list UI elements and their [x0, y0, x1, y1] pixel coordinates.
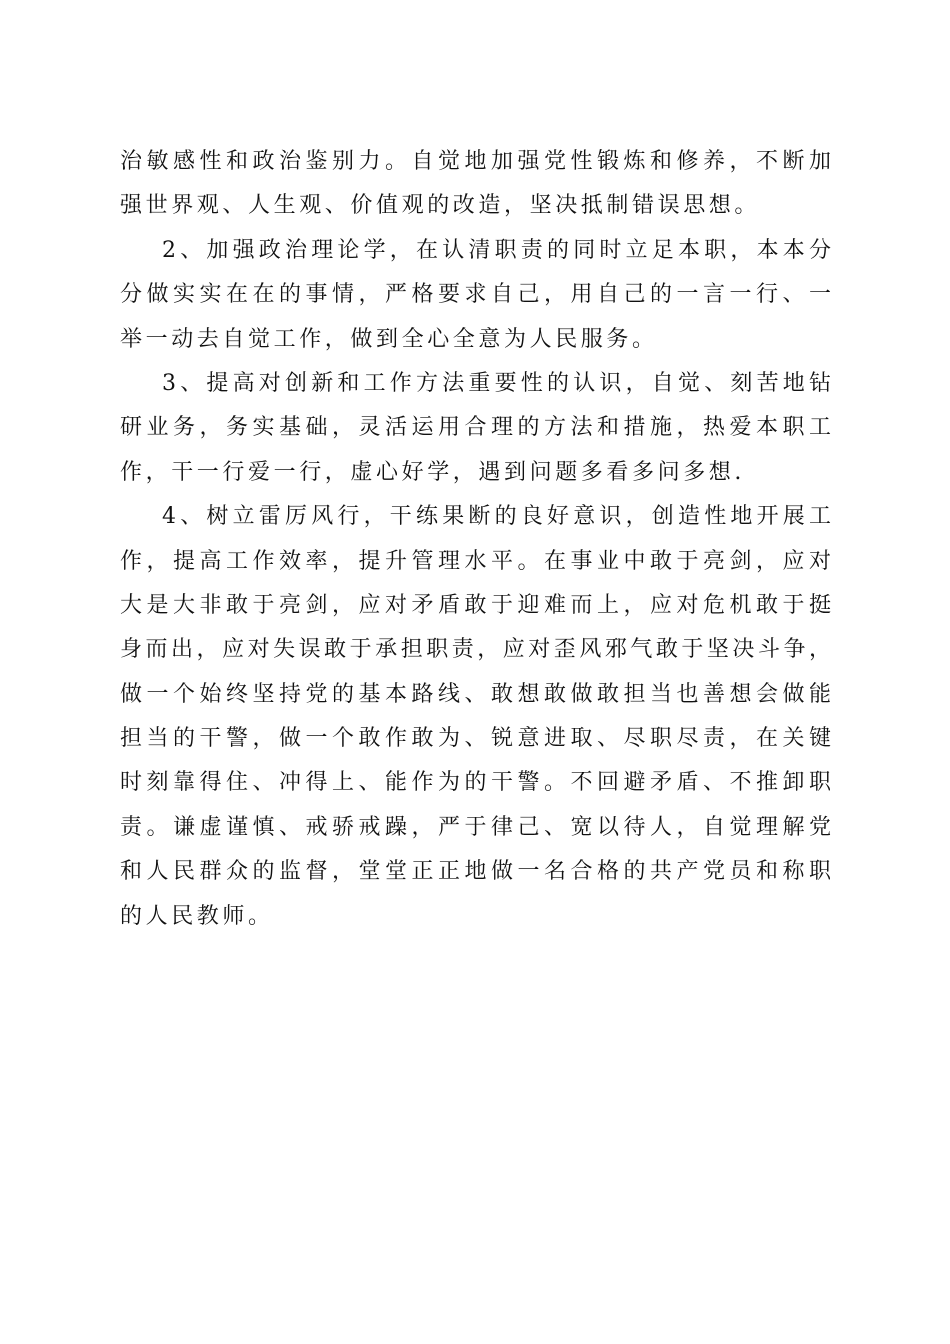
text-line: 分做实实在在的事情，严格要求自己，用自己的一言一行、一: [120, 282, 831, 308]
document-page: [120, 140, 831, 939]
text-line: 研业务，务实基础，灵活运用合理的方法和措施，热爱本职工: [120, 415, 831, 441]
text-line: 3、提高对创新和工作方法重要性的认识，自觉、刻苦地钻: [162, 370, 831, 396]
paragraph-4: [120, 495, 831, 939]
text-line: 做一个始终坚持党的基本路线、敢想敢做敢担当也善想会做能: [120, 681, 831, 707]
text-line: 担当的干警，做一个敢作敢为、锐意进取、尽职尽责，在关键: [120, 726, 831, 752]
text-line: 治敏感性和政治鉴别力。自觉地加强党性锻炼和修养，不断加: [120, 149, 831, 174]
text-line: 作，提高工作效率，提升管理水平。在事业中敢于亮剑，应对: [120, 548, 831, 574]
text-line: 举一动去自觉工作，做到全心全意为人民服务。: [120, 326, 658, 352]
paragraph-2: [120, 229, 831, 362]
text-line: 身而出，应对失误敢于承担职责，应对歪风邪气敢于坚决斗争，: [120, 637, 831, 663]
text-line: 大是大非敢于亮剑，应对矛盾敢于迎难而上，应对危机敢于挺: [120, 592, 831, 618]
paragraph-3: [120, 362, 831, 495]
text-line: 4、树立雷厉风行，干练果断的良好意识，创造性地开展工: [162, 504, 831, 530]
text-line: 的人民教师。: [120, 903, 274, 929]
text-line: 作，干一行爱一行，虚心好学，遇到问题多看多问多想.: [120, 459, 745, 485]
text-line: 时刻靠得住、冲得上、能作为的干警。不回避矛盾、不推卸职: [120, 770, 831, 796]
paragraph-1-continued: [120, 140, 831, 229]
text-line: 2、加强政治理论学，在认清职责的同时立足本职，本本分: [162, 237, 831, 263]
text-line: 责。谦虚谨慎、戒骄戒躁，严于律己、宽以待人，自觉理解党: [120, 814, 831, 840]
text-line: 和人民群众的监督，堂堂正正地做一名合格的共产党员和称职: [120, 859, 831, 885]
text-line: 强世界观、人生观、价值观的改造，坚决抵制错误思想。: [120, 193, 761, 219]
